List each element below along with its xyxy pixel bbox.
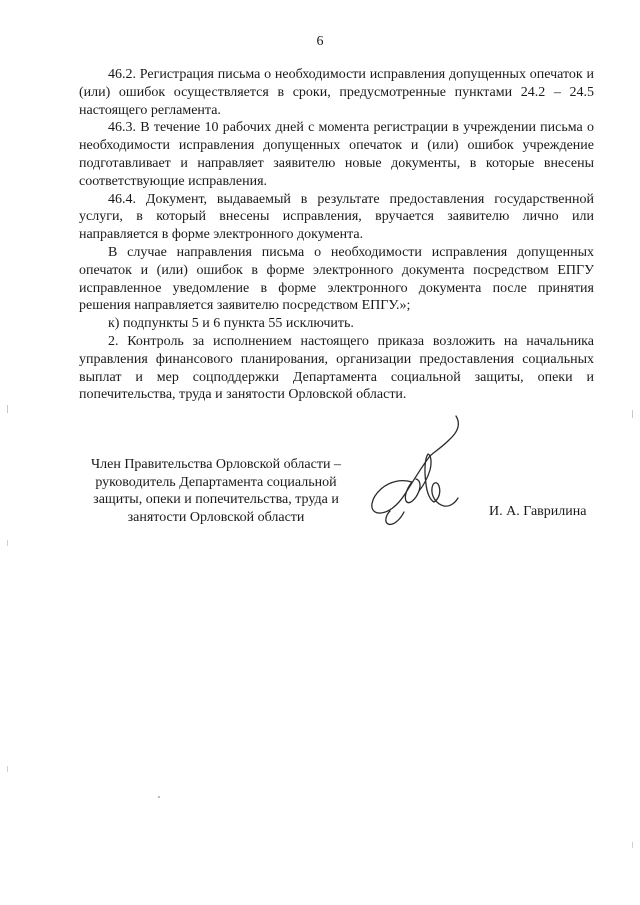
paragraph-electronic-correction: В случае направления письма о необходимости исправления допущенных опечаток и (или) ошибок в форме электронного документа посредством ЕПГУ исправленное уведомление в форме электронного документа после принятия решения направляется заявителю посредством ЕПГУ.»; <box>79 244 594 314</box>
paragraph-k: к) подпункты 5 и 6 пункта 55 исключить. <box>108 316 354 332</box>
page-number: 6 <box>316 34 324 49</box>
signatory-title <box>78 456 354 526</box>
signatory-title-line: защиты, опеки и попечительства, труда и <box>93 492 339 507</box>
paragraph-2-control: 2. Контроль за исполнением настоящего приказа возложить на начальника управления финансового планирования, организации предоставления социальных выплат и мер соцподдержки Департамента социальной защиты, опеки и попечительства, труда и занятости Орловской области. <box>79 333 594 403</box>
paragraph-46-2: 46.2. Регистрация письма о необходимости исправления допущенных опечаток и (или) ошибок осуществляется в сроки, предусмотренные пунктами 24.2 – 24.5 настоящего регламента. <box>79 67 594 118</box>
paragraph-46-3: 46.3. В течение 10 рабочих дней с момента регистрации в учреждении письма о необходимости исправления допущенных опечаток и (или) ошибок учреждение подготавливает и направляет заявителю новые документы, в которые внесены соответствующие исправления. <box>79 120 594 189</box>
signatory-title-line: руководитель Департамента социальной <box>95 474 337 490</box>
handwritten-signature <box>360 410 480 530</box>
scan-mark <box>158 796 160 798</box>
scan-mark <box>7 405 8 413</box>
scan-mark <box>7 766 8 772</box>
scan-mark <box>632 410 633 418</box>
paragraph-46-4: 46.4. Документ, выдаваемый в результате предоставления государственной услуги, в который внесены исправления, вручается заявителю лично или направляется в форме электронного документа. <box>79 191 594 243</box>
signatory-title-line: занятости Орловской области <box>127 509 305 525</box>
scan-mark <box>632 842 633 848</box>
signatory-title-line: Член Правительства Орловской области – <box>91 457 341 472</box>
signer-name: И. А. Гаврилина <box>489 504 587 519</box>
document-body <box>79 66 594 404</box>
scan-mark <box>7 540 8 546</box>
